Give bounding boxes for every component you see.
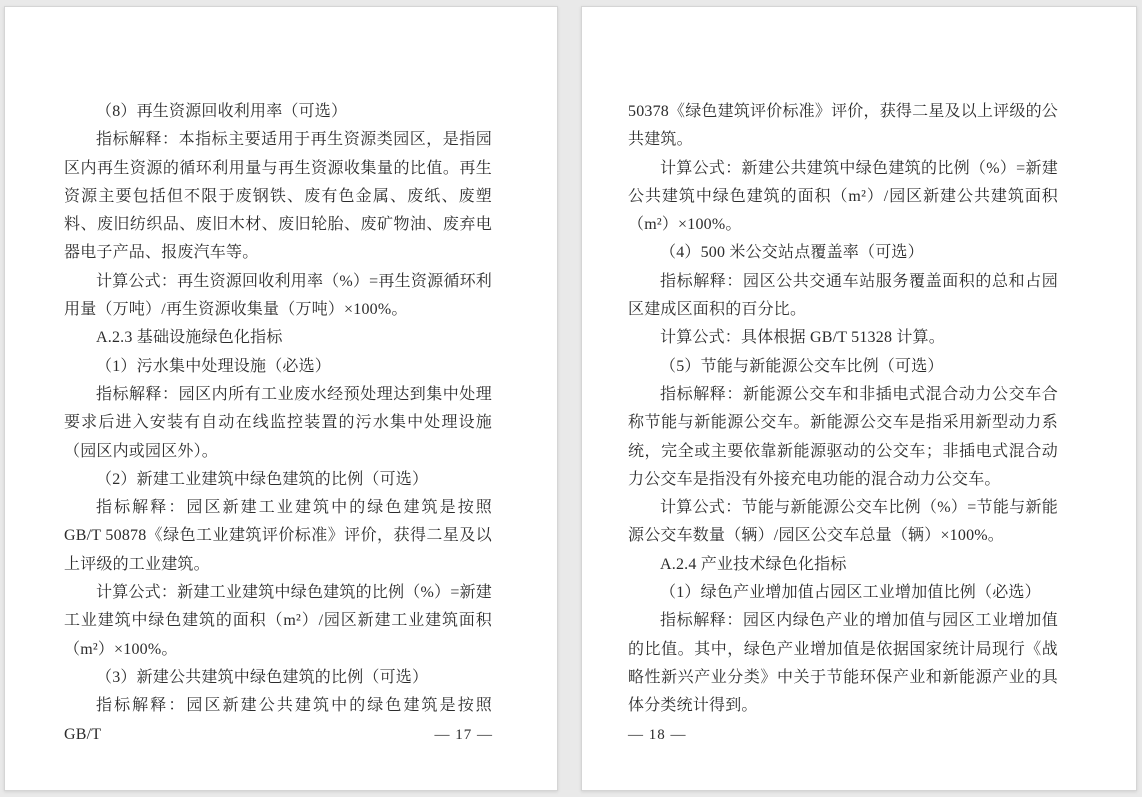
page-17 — [4, 6, 558, 791]
paragraph: 计算公式：新建工业建筑中绿色建筑的比例（%）=新建工业建筑中绿色建筑的面积（m²）/园区新建工业建筑面积（m²）×100%。 — [64, 584, 492, 658]
page-17-number: — 17 — — [434, 727, 493, 743]
paragraph: 指标解释：新能源公交车和非插电式混合动力公交车合称节能与新能源公交车。新能源公交车是指采用新型动力系统，完全或主要依靠新能源驱动的公交车；非插电式混合动力公交车是指没有外接充电功能的混合动力公交车。 — [628, 385, 1058, 488]
paragraph: 计算公式：新建公共建筑中绿色建筑的比例（%）=新建公共建筑中绿色建筑的面积（m²）/园区新建公共建筑面积（m²）×100%。 — [628, 159, 1058, 234]
paragraph: A.2.3 基础设施绿色化指标 — [96, 329, 283, 347]
paragraph: （3）新建公共建筑中绿色建筑的比例（可选） — [96, 668, 429, 686]
page-17-text-block — [64, 98, 492, 749]
paragraph: 计算公式：具体根据 GB/T 51328 计算。 — [660, 329, 945, 347]
paragraph: （1）绿色产业增加值占园区工业增加值比例（必选） — [660, 584, 1041, 602]
paragraph: （2）新建工业建筑中绿色建筑的比例（可选） — [96, 470, 429, 488]
paragraph: 计算公式：再生资源回收利用率（%）=再生资源循环利用量（万吨）/再生资源收集量（万吨）×100%。 — [64, 272, 492, 319]
paragraph: A.2.4 产业技术绿色化指标 — [660, 555, 847, 573]
paragraph: 指标解释：园区内绿色产业的增加值与园区工业增加值的比值。其中，绿色产业增加值是依据国家统计局现行《战略性新兴产业分类》中关于节能环保产业和新能源产业的具体分类统计得到。 — [628, 612, 1058, 715]
paragraph: 计算公式：节能与新能源公交车比例（%）=节能与新能源公交车数量（辆）/园区公交车总量（辆）×100%。 — [628, 499, 1058, 545]
paragraph: 指标解释：园区内所有工业废水经预处理达到集中处理要求后进入安装有自动在线监控装置的污水集中处理设施（园区内或园区外）。 — [64, 385, 492, 460]
paragraph: 指标解释：园区新建工业建筑中的绿色建筑是按照 GB/T 50878《绿色工业建筑评价标准》评价，获得二星及以上评级的工业建筑。 — [64, 499, 492, 573]
paragraph: 指标解释：园区公共交通车站服务覆盖面积的总和占园区建成区面积的百分比。 — [628, 272, 1058, 319]
paragraph: 指标解释：本指标主要适用于再生资源类园区，是指园区内再生资源的循环利用量与再生资源收集量的比值。再生资源主要包括但不限于废钢铁、废有色金属、废纸、废塑料、废旧纺织品、废旧木材、废旧轮胎、废矿物油、废弃电器电子产品、报废汽车等。 — [64, 131, 492, 262]
paragraph: 指标解释：园区新建公共建筑中的绿色建筑是按照 GB/T — [64, 697, 492, 743]
page-18 — [581, 6, 1137, 791]
paragraph: 50378《绿色建筑评价标准》评价，获得二星及以上评级的公共建筑。 — [628, 103, 1058, 149]
page-18-text-block — [628, 98, 1058, 721]
paragraph: （1）污水集中处理设施（必选） — [96, 357, 332, 375]
page-18-number: — 18 — — [628, 727, 687, 743]
paragraph: （5）节能与新能源公交车比例（可选） — [660, 357, 944, 375]
paragraph: （4）500 米公交站点覆盖率（可选） — [660, 244, 924, 262]
paragraph: （8）再生资源回收利用率（可选） — [96, 103, 348, 120]
